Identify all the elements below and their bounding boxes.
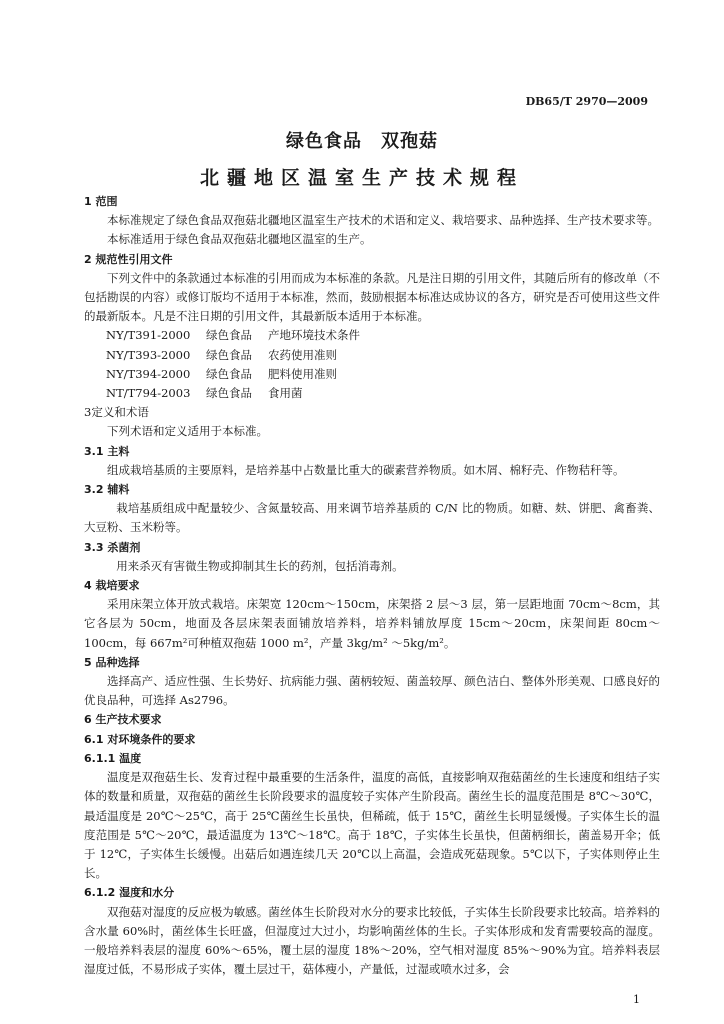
section-6-heading: 6 生产技术要求 [84, 713, 162, 727]
reference-code: NY/T394-2000 [106, 366, 191, 381]
section-6-1-heading: 6.1 对环境条件的要求 [84, 732, 196, 746]
reference-name: 肥料使用准则 [268, 366, 337, 381]
section-3-2-para: 栽培基质组成中配量较少、含氮量较高、用来调节培养基质的 C/N 比的物质。如糖、麸、饼肥、禽畜粪、大豆粉、玉米粉等。 [84, 501, 660, 535]
section-3-3-para: 用来杀灭有害微生物或抑制其生长的药剂，包括消毒剂。 [116, 558, 404, 573]
section-2-heading: 2 规范性引用文件 [84, 252, 173, 266]
section-5-para: 选择高产、适应性强、生长势好、抗病能力强、菌柄较短、菌盖较厚、颜色洁白、整体外形美观、口感良好的优良品种，可选择 As2796。 [84, 674, 660, 708]
section-6-1-2-heading: 6.1.2 湿度和水分 [84, 886, 175, 900]
reference-code: NT/T794-2003 [106, 386, 191, 401]
section-3-para: 下列术语和定义适用于本标准。 [107, 424, 268, 439]
document-body [84, 192, 660, 979]
reference-name: 农药使用准则 [268, 347, 337, 362]
reference-name: 产地环境技术条件 [268, 328, 360, 343]
reference-group: 绿色食品 [206, 366, 252, 381]
reference-item [84, 384, 660, 403]
reference-code: NY/T393-2000 [106, 347, 191, 362]
section-6-1-1-para: 温度是双孢菇生长、发育过程中最重要的生活条件，温度的高低，直接影响双孢菇菌丝的生长速度和组结子实体的数量和质量，双孢菇的菌丝生长阶段要求的温度较子实体产生阶段高。菌丝生长的温度范围是 8℃～30℃，最适温度是 20℃～25℃，高于 25℃菌丝生长虽快，但稀疏，低于 15℃，菌丝生长明显缓慢。子实体生长的温度范围是 5℃～20℃，最适温度为 13℃～18℃。高于 18℃，子实体生长虽快，但菌柄细长，菌盖易开伞；低于 12℃，子实体生长缓慢。出菇后如遇连续几天 20℃以上高温，会造成死菇现象。5℃以下，子实体则停止生长。 [84, 770, 660, 881]
standard-code: DB65/T 2970—2009 [525, 95, 648, 108]
section-4-heading: 4 栽培要求 [84, 579, 140, 593]
reference-group: 绿色食品 [206, 328, 252, 343]
page-number: 1 [633, 993, 640, 1006]
section-1-para-2: 本标准适用于绿色食品双孢菇北疆地区温室的生产。 [107, 232, 372, 247]
reference-group: 绿色食品 [206, 347, 252, 362]
section-4-para: 采用床架立体开放式栽培。床架宽 120cm～150cm，床架搭 2 层～3 层，第一层距地面 70cm～8cm，其它各层为 50cm，地面及各层床架表面铺放培养料，培养料铺放厚度 15cm～20cm，床架间距 80cm～100cm，每 667m²可种植双孢菇 1000 m²，产量 3kg/m² ～5kg/m²。 [84, 597, 660, 650]
reference-group: 绿色食品 [206, 386, 252, 401]
reference-item [84, 346, 660, 365]
section-6-1-1-heading: 6.1.1 温度 [84, 751, 142, 765]
section-6-1-2-para: 双孢菇对湿度的反应极为敏感。菌丝体生长阶段对水分的要求比较低，子实体生长阶段要求比较高。培养料的含水量 60%时，菌丝体生长旺盛，但湿度过大过小，均影响菌丝体的生长。子实体形成和发育需要较高的湿度。一般培养料表层的湿度 60%～65%，覆土层的湿度 18%～20%，空气相对湿度 85%～90%为宜。培养料表层湿度过低，不易形成子实体，覆土层过干，菇体瘦小，产量低，过湿或喷水过多，会 [84, 904, 660, 977]
reference-name: 食用菌 [268, 386, 303, 401]
reference-item [84, 365, 660, 384]
section-1-para-1: 本标准规定了绿色食品双孢菇北疆地区温室生产技术的术语和定义、栽培要求、品种选择、生产技术要求等。 [107, 213, 659, 228]
reference-code: NY/T391-2000 [106, 328, 191, 343]
section-5-heading: 5 品种选择 [84, 655, 140, 669]
section-3-1-para: 组成栽培基质的主要原料，是培养基中占数量比重大的碳素营养物质。如木屑、棉籽壳、作物秸秆等。 [107, 462, 625, 477]
section-3-3-heading: 3.3 杀菌剂 [84, 540, 141, 554]
reference-item [84, 326, 660, 345]
section-3-2-heading: 3.2 辅料 [84, 483, 130, 497]
section-2-para: 下列文件中的条款通过本标准的引用而成为本标准的条款。凡是注日期的引用文件，其随后所有的修改单（不包括勘误的内容）或修订版均不适用于本标准，然而，鼓励根据本标准达成协议的各方，研究是否可使用这些文件的最新版本。凡是不注日期的引用文件，其最新版本适用于本标准。 [84, 270, 660, 324]
section-3-1-heading: 3.1 主料 [84, 444, 130, 458]
title-main: 绿色食品 双孢菇 [286, 131, 438, 152]
title-sub: 北疆地区温室生产技术规程 [199, 167, 524, 189]
section-3-heading: 3定义和术语 [84, 405, 149, 420]
section-1-heading: 1 范围 [84, 195, 118, 208]
